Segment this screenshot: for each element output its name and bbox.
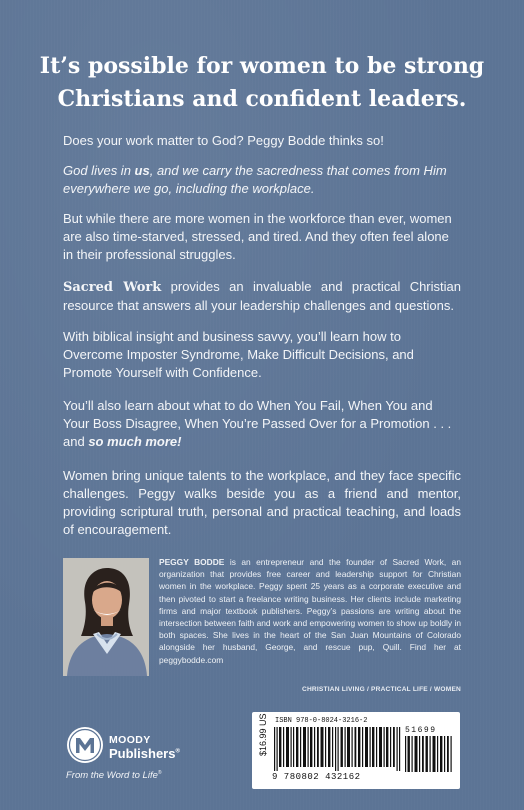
paragraph-2 <box>63 162 461 198</box>
category-line: CHRISTIAN LIVING / PRACTICAL LIFE / WOMEN <box>302 686 461 693</box>
paragraph-5: With biblical insight and business savvy, you’ll learn how to Overcome Imposter Syndrome, Make Difficult Decisions, and Promote Yourself with Confidence. <box>63 329 414 380</box>
paragraph-4 <box>63 278 461 315</box>
tagline-text: From the Word to Life <box>66 770 158 782</box>
moody-logo-icon <box>66 726 104 764</box>
paragraph-2-text-a: God lives in <box>63 163 135 178</box>
headline-line-2: Christians and confident leaders. <box>57 86 467 112</box>
trademark-mark: ® <box>175 748 180 755</box>
addon-digits: 51699 <box>405 726 437 735</box>
ean-digits: 9 780802 432162 <box>272 772 361 782</box>
paragraph-2-emphasis: us <box>134 163 150 178</box>
publisher-name-line-1: MOODY <box>109 734 151 746</box>
paragraph-6-emphasis: so much more! <box>88 434 182 449</box>
author-photo <box>63 558 149 676</box>
addon-barcode <box>405 736 453 772</box>
isbn-label: ISBN 978-0-8024-3216-2 <box>275 717 368 725</box>
headline-line-1: It’s possible for women to be strong <box>39 53 485 79</box>
author-bio <box>159 556 461 666</box>
headline <box>20 50 504 116</box>
paragraph-1: Does your work matter to God? Peggy Bodde thinks so! <box>63 133 384 148</box>
price-label: $16.99 US <box>258 713 268 756</box>
paragraph-2-text-c: , and we carry the sacredness that comes from Him everywhere we go, including the workplace. <box>63 163 447 196</box>
book-title: Sacred Work <box>63 280 162 295</box>
publisher-name-line-2 <box>109 746 180 761</box>
author-name: PEGGY BODDE <box>159 557 225 567</box>
tagline-mark: ® <box>157 770 162 776</box>
ean-barcode <box>274 727 402 771</box>
barcode-panel <box>252 712 460 789</box>
paragraph-6-text: You’ll also learn about what to do When You Fail, When You and Your Boss Disagree, When You’re Passed Over for a Promotion . . . and <box>63 398 452 449</box>
paragraph-6 <box>63 397 461 451</box>
publisher-tagline <box>66 770 162 781</box>
publisher-name: Publishers <box>109 746 176 761</box>
author-bio-text: is an entrepreneur and the founder of Sacred Work, an organization that provides free career and leadership support for Christian women in the workplace. Peggy spent 25 years as a corporate executive and then pivoted to start a freelance writing business. Her clients include marketing firms and major textbook publishers. Peggy’s passions are writing about the intersection between faith and work and empowering women to show up boldly in both spaces. She lives in the heart of the San Juan Mountains of Colorado alongside her husband, George, and rescue pup, Quill. Find her at peggybodde.com <box>159 557 461 665</box>
paragraph-7: Women bring unique talents to the workplace, and they face specific challenges. Peggy walks beside you as a friend and mentor, providing scriptural truth, personal and practical teaching, and loads of encouragement. <box>63 468 461 537</box>
paragraph-4-text: provides an invaluable and practical Christian resource that answers all your leadership challenges and questions. <box>63 279 461 313</box>
paragraph-3: But while there are more women in the workforce than ever, women are also time-starved, stressed, and tired. And they often feel alone in their professional struggles. <box>63 211 452 262</box>
